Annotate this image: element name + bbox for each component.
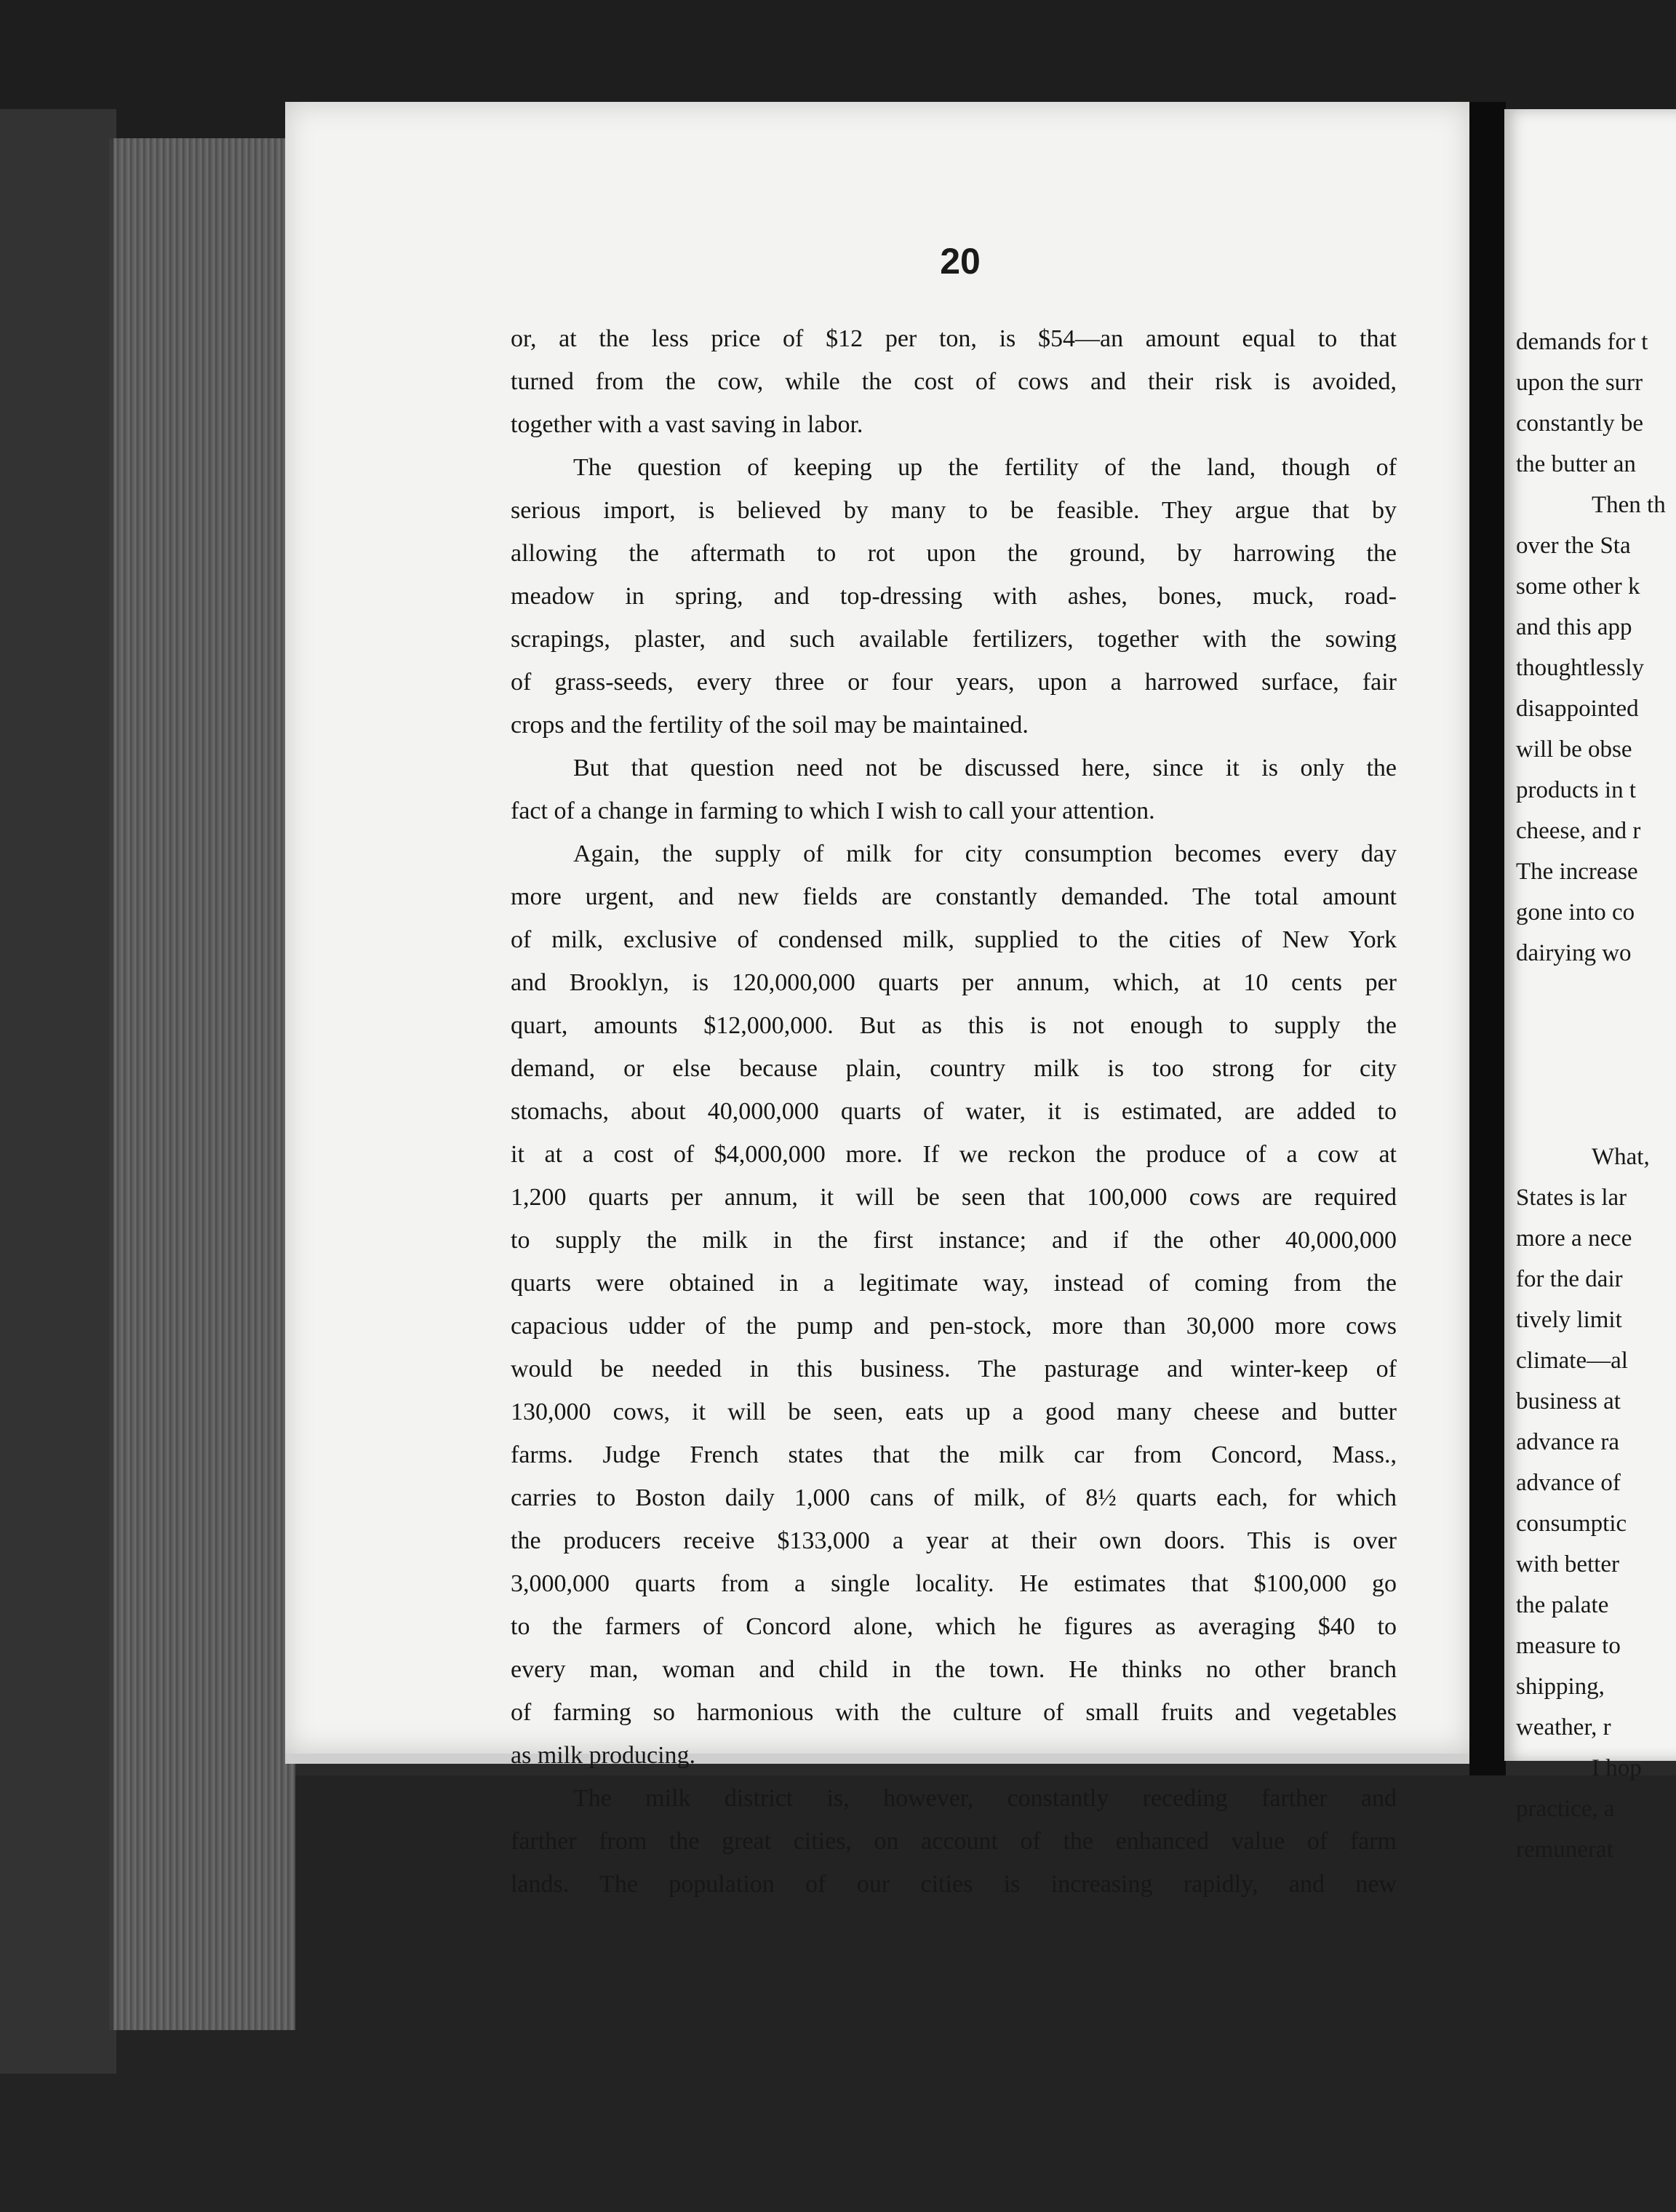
facing-text-line: products in t (1516, 777, 1636, 803)
facing-text-line: What, (1592, 1144, 1650, 1170)
facing-text-line: business at (1516, 1388, 1621, 1415)
facing-text-line: shipping, (1516, 1674, 1605, 1700)
facing-text-line: thoughtlessly (1516, 655, 1645, 681)
text-line: capacious udder of the pump and pen-stock, more than 30,000 more cows (511, 1313, 1397, 1340)
facing-text-line: advance of (1516, 1470, 1621, 1496)
text-line: the producers receive $133,000 a year at their own doors. This is over (511, 1527, 1397, 1554)
text-line: The milk district is, however, constantly receding farther and (573, 1785, 1397, 1812)
text-line: to the farmers of Concord alone, which he figures as averaging $40 to (511, 1613, 1397, 1640)
facing-text-gap (1516, 1055, 1676, 1137)
text-line: of grass-seeds, every three or four years, upon a harrowed surface, fair (511, 669, 1397, 696)
facing-text-line: with better (1516, 1551, 1620, 1578)
text-line: fact of a change in farming to which I wish to call your attention. (511, 797, 1155, 824)
text-line: Again, the supply of milk for city consumption becomes every day (573, 840, 1397, 867)
text-line: quarts were obtained in a legitimate way, instead of coming from the (511, 1270, 1397, 1297)
facing-text-line: will be obse (1516, 736, 1632, 763)
book-page-edges (109, 138, 295, 2030)
facing-text-line: gone into co (1516, 899, 1635, 926)
text-line: more urgent, and new fields are constantly demanded. The total amount (511, 883, 1397, 910)
text-line: allowing the aftermath to rot upon the ground, by harrowing the (511, 540, 1397, 567)
text-line: stomachs, about 40,000,000 quarts of water, it is estimated, are added to (511, 1098, 1397, 1125)
book-cover-edge (0, 109, 116, 2074)
text-line: to supply the milk in the first instance; and if the other 40,000,000 (511, 1227, 1397, 1254)
text-line: 130,000 cows, it will be seen, eats up a good many cheese and butter (511, 1399, 1397, 1425)
book-gutter (1469, 102, 1506, 1775)
text-line: of milk, exclusive of condensed milk, supplied to the cities of New York (511, 926, 1397, 953)
text-line: turned from the cow, while the cost of cows and their risk is avoided, (511, 368, 1397, 395)
facing-text-line: constantly be (1516, 410, 1644, 437)
text-line: and Brooklyn, is 120,000,000 quarts per annum, which, at 10 cents per (511, 969, 1397, 996)
facing-text-line: and this app (1516, 614, 1632, 640)
facing-text-line: consumptic (1516, 1511, 1627, 1537)
page-number: 20 (940, 241, 981, 282)
facing-text-line: upon the surr (1516, 370, 1643, 396)
text-line: together with a vast saving in labor. (511, 411, 863, 438)
facing-text-line: dairying wo (1516, 940, 1632, 966)
facing-text-line: climate—al (1516, 1348, 1628, 1374)
facing-text-line: States is lar (1516, 1185, 1627, 1211)
facing-text-line: I hop (1592, 1755, 1642, 1781)
text-line: of farming so harmonious with the culture of small fruits and vegetables (511, 1699, 1397, 1726)
text-line: as milk producing. (511, 1742, 696, 1769)
text-line: every man, woman and child in the town. He thinks no other branch (511, 1656, 1397, 1683)
page-body-text (511, 317, 1397, 1906)
facing-text-line: the palate (1516, 1592, 1609, 1618)
text-line: serious import, is believed by many to be feasible. They argue that by (511, 497, 1397, 524)
text-line: 3,000,000 quarts from a single locality. He estimates that $100,000 go (511, 1570, 1397, 1597)
facing-text-line: measure to (1516, 1633, 1621, 1659)
text-line: farther from the great cities, on account of the enhanced value of farm (511, 1828, 1397, 1855)
facing-text-line: The increase (1516, 859, 1638, 885)
text-line: quart, amounts $12,000,000. But as this is not enough to supply the (511, 1012, 1397, 1039)
facing-text-line: practice, a (1516, 1796, 1615, 1822)
text-line: scrapings, plaster, and such available fertilizers, together with the sowing (511, 626, 1397, 653)
facing-page-text (1516, 322, 1676, 1870)
text-line: it at a cost of $4,000,000 more. If we reckon the produce of a cow at (511, 1141, 1397, 1168)
facing-text-line: over the Sta (1516, 533, 1631, 559)
text-line: meadow in spring, and top-dressing with ashes, bones, muck, road- (511, 583, 1397, 610)
text-line: or, at the less price of $12 per ton, is $54—an amount equal to that (511, 325, 1397, 352)
facing-text-line: tively limit (1516, 1307, 1622, 1333)
facing-text-line: disappointed (1516, 696, 1639, 722)
facing-text-gap (1516, 974, 1676, 1055)
facing-text-line: remunerat (1516, 1837, 1613, 1863)
text-line: crops and the fertility of the soil may be maintained. (511, 712, 1029, 739)
facing-text-line: more a nece (1516, 1225, 1632, 1252)
facing-text-line: demands for t (1516, 329, 1648, 355)
facing-text-line: advance ra (1516, 1429, 1619, 1455)
facing-text-line: for the dair (1516, 1266, 1623, 1292)
text-line: The question of keeping up the fertility of the land, though of (573, 454, 1397, 481)
text-line: demand, or else because plain, country milk is too strong for city (511, 1055, 1397, 1082)
text-line: would be needed in this business. The pasturage and winter-keep of (511, 1356, 1397, 1382)
text-line: 1,200 quarts per annum, it will be seen that 100,000 cows are required (511, 1184, 1397, 1211)
facing-text-line: some other k (1516, 573, 1640, 600)
text-line: farms. Judge French states that the milk car from Concord, Mass., (511, 1441, 1397, 1468)
facing-text-line: cheese, and r (1516, 818, 1641, 844)
text-line: But that question need not be discussed here, since it is only the (573, 755, 1397, 781)
text-line: carries to Boston daily 1,000 cans of milk, of 8½ quarts each, for which (511, 1484, 1397, 1511)
facing-text-line: the butter an (1516, 451, 1636, 477)
facing-text-line: Then th (1592, 492, 1666, 518)
text-line: lands. The population of our cities is increasing rapidly, and new (511, 1871, 1397, 1898)
facing-text-line: weather, r (1516, 1714, 1611, 1740)
